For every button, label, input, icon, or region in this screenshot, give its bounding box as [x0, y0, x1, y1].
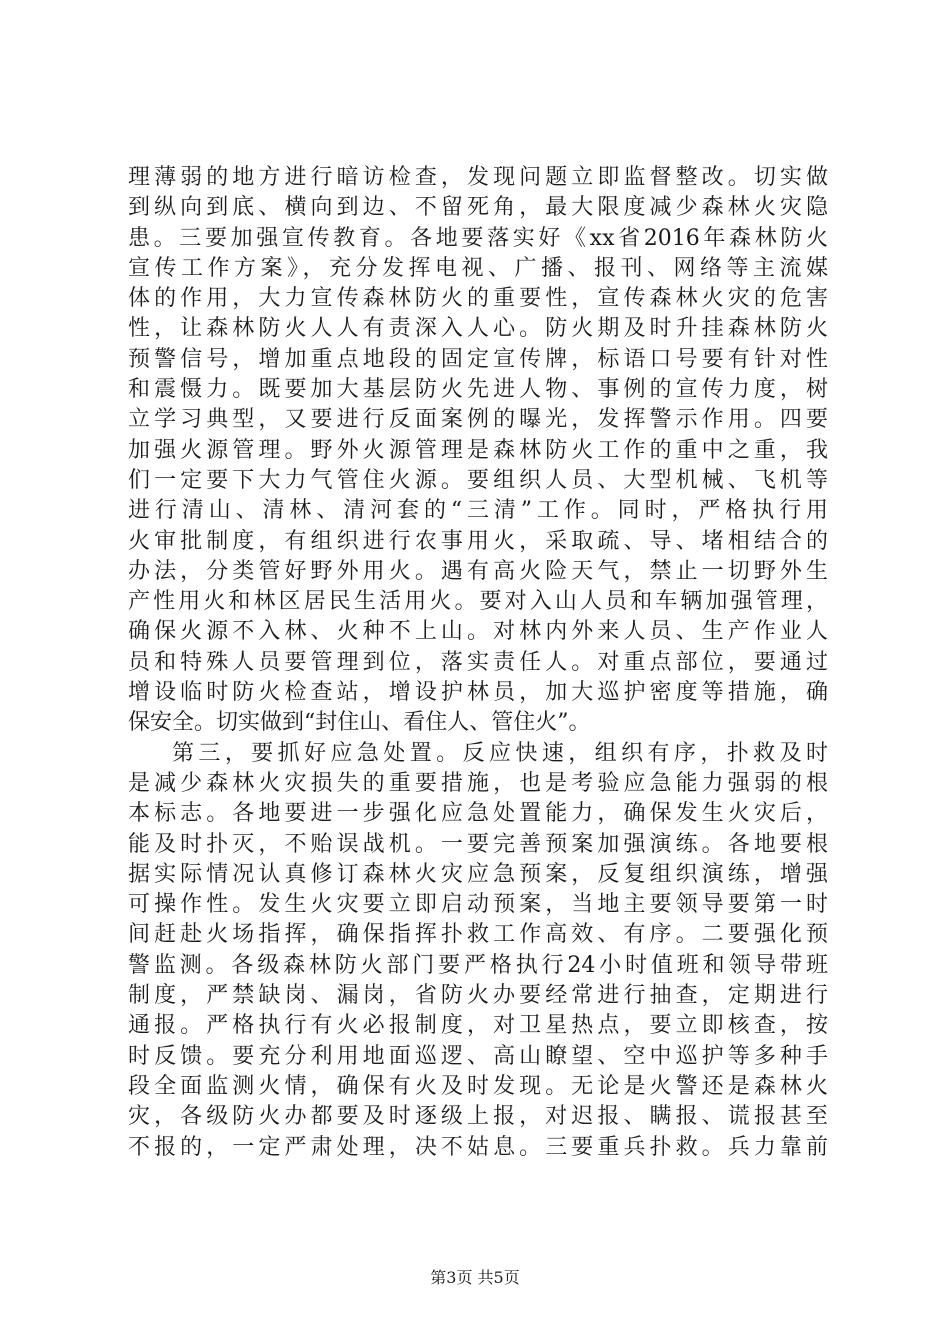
text-line: 到纵向到底、横向到边、不留死角，最大限度减少森林火灾隐	[128, 195, 828, 221]
text-line: 灾，各级防火办都要及时逐级上报，对迟报、瞒报、谎报甚至	[128, 1104, 828, 1130]
text-line: 们一定要下大力气管住火源。要组织人员、大型机械、飞机等	[128, 467, 828, 493]
text-line: 能及时扑灭，不贻误战机。一要完善预案加强演练。各地要根	[128, 831, 828, 857]
text-line: 确保火源不入林、火种不上山。对林内外来人员、生产作业人	[128, 619, 828, 645]
text-line: 产性用火和林区居民生活用火。要对入山人员和车辆加强管理，	[128, 589, 828, 615]
text-line: 增设临时防火检查站，增设护林员，加大巡护密度等措施，确	[128, 680, 828, 706]
text-line: 办法，分类管好野外用火。遇有高火险天气，禁止一切野外生	[128, 558, 828, 584]
body-text	[128, 163, 828, 1163]
text-line: 段全面监测火情，确保有火及时发现。无论是火警还是森林火	[128, 1073, 828, 1099]
text-line: 理薄弱的地方进行暗访检查，发现问题立即监督整改。切实做	[128, 165, 828, 190]
text-line: 和震慑力。既要加大基层防火先进人物、事例的宣传力度，树	[128, 377, 828, 403]
text-line: 火审批制度，有组织进行农事用火，采取疏、导、堵相结合的	[128, 528, 828, 554]
text-line: 进行清山、清林、清河套的“三清”工作。同时，严格执行用	[128, 498, 828, 524]
text-line: 据实际情况认真修订森林火灾应急预案，反复组织演练，增强	[128, 861, 828, 887]
text-line: 不报的，一定严肃处理，决不姑息。三要重兵扑救。兵力靠前	[128, 1134, 828, 1160]
text-line-paragraph-end: 保安全。切实做到“封住山、看住人、管住火”。	[128, 710, 591, 736]
text-line-paragraph-start: 第三，要抓好应急处置。反应快速，组织有序，扑救及时	[172, 740, 828, 766]
text-line: 是减少森林火灾损失的重要措施，也是考验应急能力强弱的根	[128, 770, 828, 796]
text-line: 立学习典型，又要进行反面案例的曝光，发挥警示作用。四要	[128, 407, 828, 433]
text-line: 本标志。各地要进一步强化应急处置能力，确保发生火灾后，	[128, 801, 828, 827]
text-line: 患。三要加强宣传教育。各地要落实好《xx省2016年森林防火	[128, 225, 828, 251]
text-line: 警监测。各级森林防火部门要严格执行24小时值班和领导带班	[128, 952, 828, 978]
text-line: 性，让森林防火人人有责深入人心。防火期及时升挂森林防火	[128, 316, 828, 342]
text-line: 通报。严格执行有火必报制度，对卫星热点，要立即核查，按	[128, 1013, 828, 1039]
text-line: 制度，严禁缺岗、漏岗，省防火办要经常进行抽查，定期进行	[128, 983, 828, 1009]
text-line: 体的作用，大力宣传森林防火的重要性，宣传森林火灾的危害	[128, 286, 828, 312]
text-line: 时反馈。要充分利用地面巡逻、高山瞭望、空中巡护等多种手	[128, 1043, 828, 1069]
text-line: 加强火源管理。野外火源管理是森林防火工作的重中之重，我	[128, 437, 828, 463]
page-number-footer: 第3页 共5页	[430, 1268, 520, 1287]
text-line: 可操作性。发生火灾要立即启动预案，当地主要领导要第一时	[128, 892, 828, 918]
text-line: 预警信号，增加重点地段的固定宣传牌，标语口号要有针对性	[128, 346, 828, 372]
text-line: 宣传工作方案》，充分发挥电视、广播、报刊、网络等主流媒	[128, 255, 828, 281]
text-line: 间赶赴火场指挥，确保指挥扑救工作高效、有序。二要强化预	[128, 922, 828, 948]
text-line: 员和特殊人员要管理到位，落实责任人。对重点部位，要通过	[128, 649, 828, 675]
